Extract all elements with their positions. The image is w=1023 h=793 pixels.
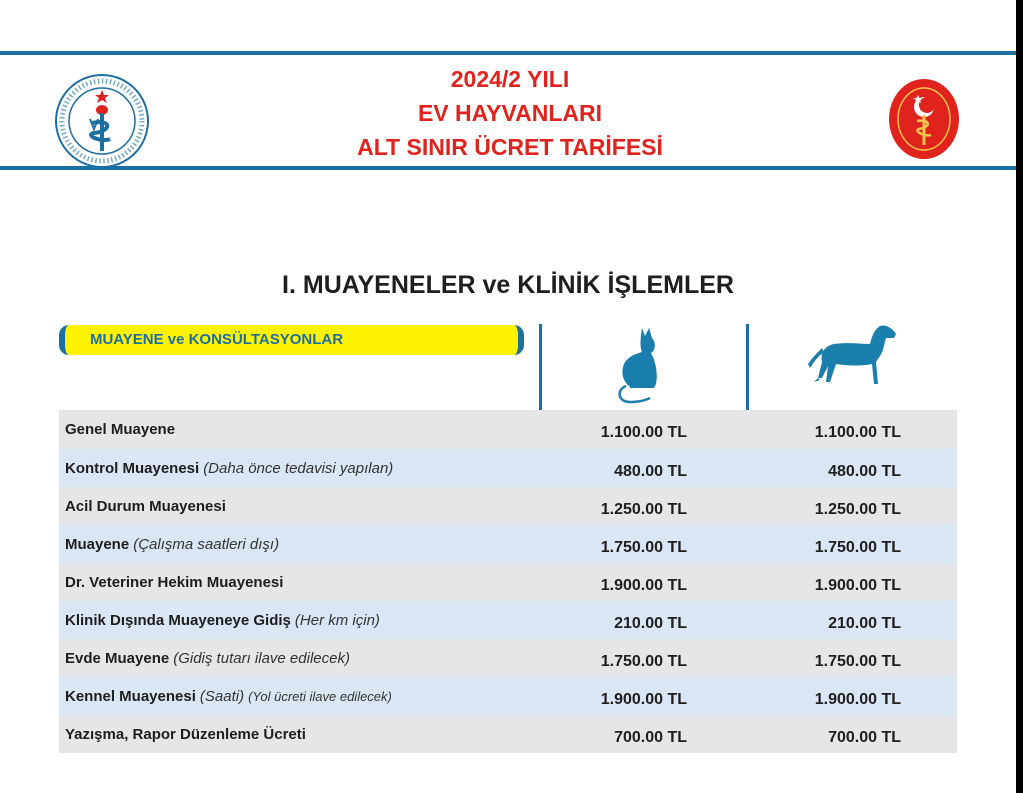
- service-name: Yazışma, Rapor Düzenleme Ücreti: [65, 726, 306, 743]
- table-row: [59, 525, 957, 563]
- dog-price: 1.900.00 TL: [814, 577, 901, 594]
- service-name: Dr. Veteriner Hekim Muayenesi: [65, 574, 284, 591]
- ivho-logo: [54, 73, 150, 169]
- dog-price: 1.250.00 TL: [814, 501, 901, 518]
- dog-price: 210.00 TL: [828, 615, 901, 632]
- dog-price: 1.900.00 TL: [814, 691, 901, 708]
- service-label: [65, 650, 350, 667]
- dog-price: 1.750.00 TL: [814, 539, 901, 556]
- table-row: [59, 715, 957, 753]
- table-row: [59, 601, 957, 639]
- cat-price: 480.00 TL: [614, 463, 687, 480]
- cat-price: 1.750.00 TL: [600, 653, 687, 670]
- table-row: [59, 639, 957, 677]
- cat-price: 210.00 TL: [614, 615, 687, 632]
- category-label: MUAYENE ve KONSÜLTASYONLAR: [59, 325, 524, 355]
- title-line-year: 2024/2 YILI: [450, 66, 570, 92]
- section-title: I. MUAYENELER ve KLİNİK İŞLEMLER: [282, 271, 734, 299]
- cat-price: 1.100.00 TL: [600, 424, 687, 441]
- service-name: Kontrol Muayenesi: [65, 460, 200, 477]
- price-table: [59, 410, 957, 753]
- service-note: (Her km için): [294, 612, 380, 629]
- dog-price: 1.750.00 TL: [814, 653, 901, 670]
- cat-price: 1.750.00 TL: [600, 539, 687, 556]
- service-label: [65, 688, 392, 705]
- cat-price: 1.900.00 TL: [600, 577, 687, 594]
- title-line-category: EV HAYVANLARI: [417, 100, 603, 126]
- service-note: (Saati): [199, 688, 245, 705]
- service-label: [65, 536, 279, 553]
- cat-price: 700.00 TL: [614, 729, 687, 746]
- tariff-title: [250, 62, 770, 164]
- service-label: [65, 421, 175, 438]
- service-name: Genel Muayene: [65, 421, 176, 438]
- cat-icon: [612, 322, 668, 408]
- service-label: [65, 498, 226, 515]
- service-note: (Daha önce tedavisi yapılan): [203, 460, 394, 477]
- tvhb-logo: [887, 77, 961, 161]
- page-edge: [1016, 0, 1023, 793]
- table-row: [59, 410, 957, 449]
- service-note: (Gidiş tutarı ilave edilecek): [173, 650, 350, 667]
- header-top-rule: [0, 51, 1016, 55]
- service-label: [65, 460, 393, 477]
- table-row: [59, 677, 957, 715]
- service-label: [65, 726, 306, 743]
- service-label: [65, 612, 380, 629]
- service-note-extra: (Yol ücreti ilave edilecek): [248, 689, 392, 704]
- dog-price: 480.00 TL: [828, 463, 901, 480]
- service-name: Kennel Muayenesi: [65, 688, 196, 705]
- dog-icon: [800, 322, 900, 398]
- service-name: Acil Durum Muayenesi: [65, 498, 226, 515]
- cat-price: 1.250.00 TL: [600, 501, 687, 518]
- service-name: Muayene: [65, 536, 130, 553]
- dog-price: 1.100.00 TL: [814, 424, 901, 441]
- service-name: Evde Muayene: [65, 650, 170, 667]
- table-row: [59, 449, 957, 487]
- table-row: [59, 563, 957, 601]
- header-bottom-rule: [0, 166, 1016, 170]
- table-row: [59, 487, 957, 525]
- service-label: [65, 574, 283, 591]
- service-note: (Çalışma saatleri dışı): [133, 536, 280, 553]
- service-name: Klinik Dışında Muayeneye Gidiş: [65, 612, 291, 629]
- dog-price: 700.00 TL: [828, 729, 901, 746]
- cat-price: 1.900.00 TL: [600, 691, 687, 708]
- title-line-tariff: ALT SINIR ÜCRET TARİFESİ: [357, 134, 663, 160]
